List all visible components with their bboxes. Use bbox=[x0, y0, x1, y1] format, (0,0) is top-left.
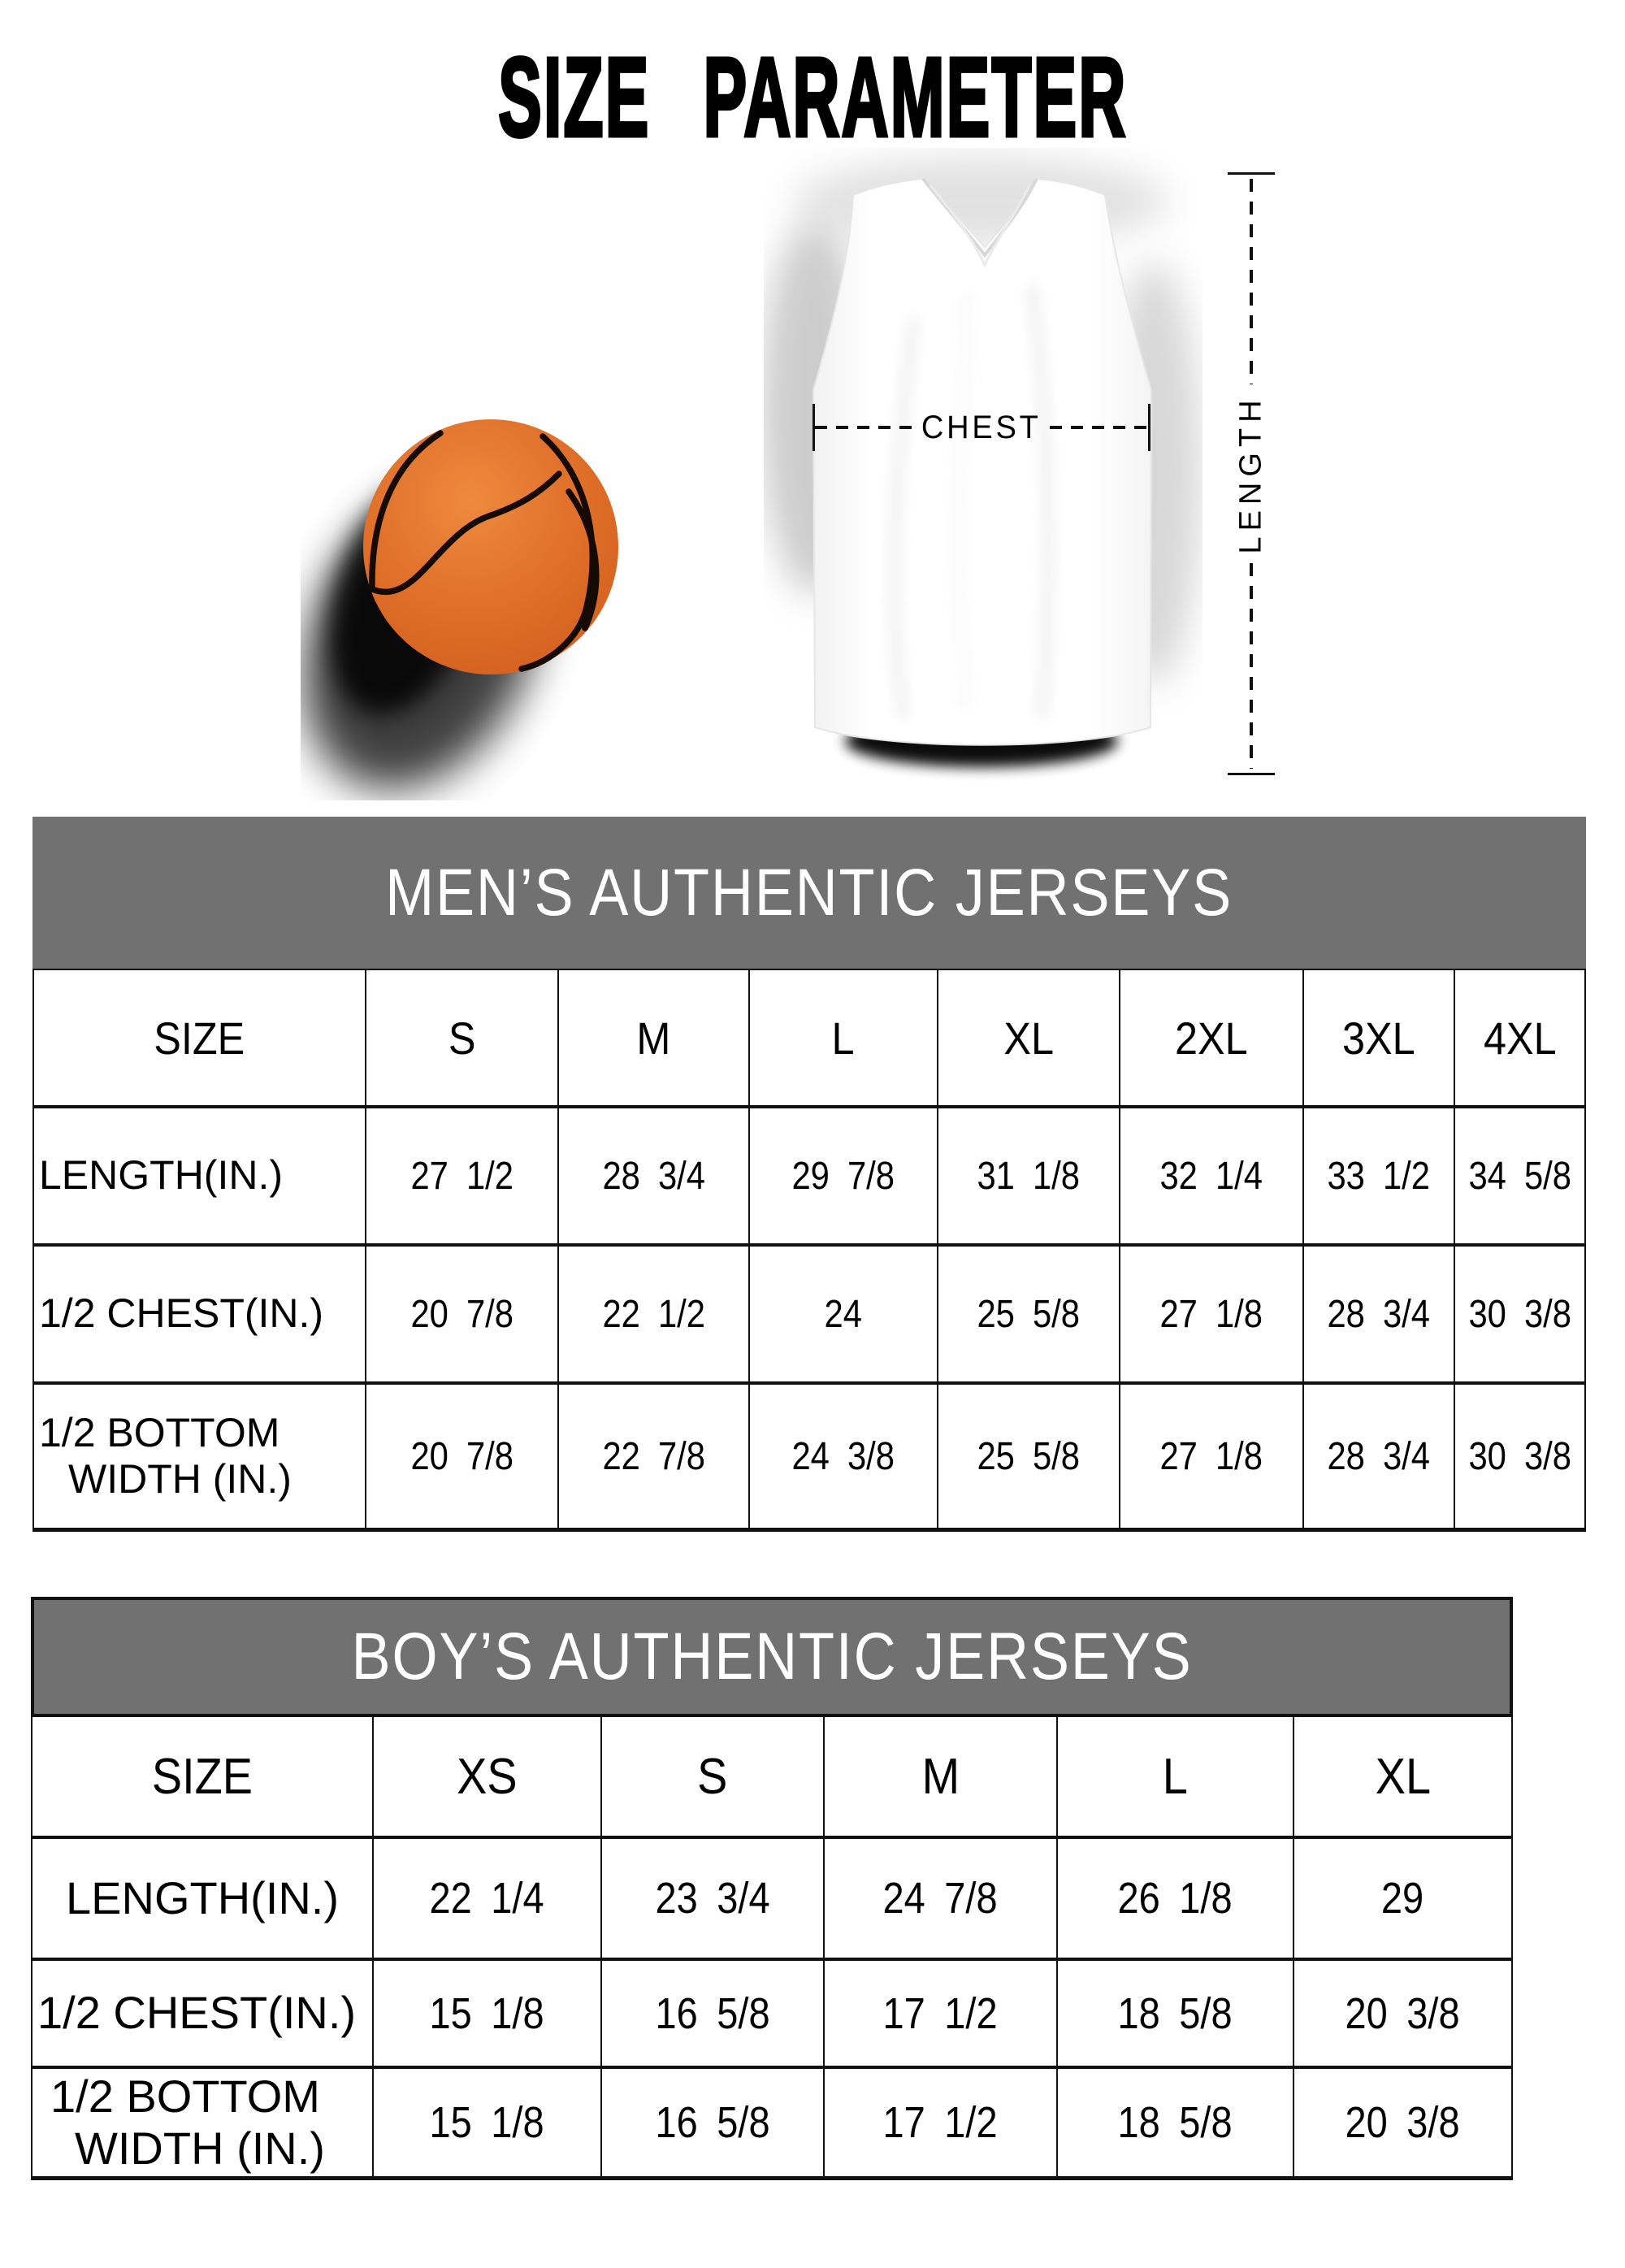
mens-table-band bbox=[32, 817, 1586, 969]
mens-value: 25 5/8 bbox=[938, 1247, 1120, 1385]
mens-row-label-chest: 1/2 CHEST(IN.) bbox=[34, 1247, 366, 1385]
boys-table-grid bbox=[31, 1717, 1513, 2180]
chest-dimension-line bbox=[812, 404, 1150, 451]
boys-size-table bbox=[31, 1597, 1513, 2180]
boys-value: 18 5/8 bbox=[1058, 2069, 1294, 2176]
boys-col-header: M bbox=[825, 1717, 1058, 1839]
chest-label: CHEST bbox=[921, 409, 1042, 445]
page-title: SIZE PARAMETER bbox=[497, 35, 1128, 160]
mens-col-header-size: SIZE bbox=[34, 970, 366, 1108]
ball-body bbox=[363, 419, 618, 674]
boys-value: 16 5/8 bbox=[602, 2069, 825, 2176]
boys-col-header: XS bbox=[374, 1717, 602, 1839]
mens-col-header: XL bbox=[938, 970, 1120, 1108]
length-label: LENGTH bbox=[1233, 393, 1268, 554]
boys-row-label-bottom-width: 1/2 BOTTOM WIDTH (IN.) bbox=[32, 2069, 374, 2176]
boys-col-header: L bbox=[1058, 1717, 1294, 1839]
basketball-illustration bbox=[301, 394, 691, 800]
boys-row-label-length: LENGTH(IN.) bbox=[32, 1839, 374, 1961]
length-top-tick bbox=[1228, 172, 1275, 175]
boys-value: 15 1/8 bbox=[374, 1961, 602, 2069]
boys-table-title: BOY’S AUTHENTIC JERSEYS bbox=[351, 1620, 1193, 1693]
length-dash-bottom bbox=[1250, 563, 1253, 769]
mens-size-table bbox=[32, 817, 1586, 1532]
mens-row-label-length: LENGTH(IN.) bbox=[34, 1108, 366, 1247]
mens-value: 27 1/8 bbox=[1120, 1385, 1304, 1528]
mens-table-title: MEN’S AUTHENTIC JERSEYS bbox=[385, 855, 1233, 930]
chest-dash-left bbox=[815, 426, 913, 429]
boys-col-header-size: SIZE bbox=[32, 1717, 374, 1839]
mens-value: 33 1/2 bbox=[1304, 1108, 1455, 1247]
boys-value: 29 bbox=[1294, 1839, 1511, 1961]
mens-value: 28 3/4 bbox=[559, 1108, 750, 1247]
boys-value: 26 1/8 bbox=[1058, 1839, 1294, 1961]
mens-value: 22 1/2 bbox=[559, 1247, 750, 1385]
mens-row-label-bottom-width: 1/2 BOTTOM WIDTH (IN.) bbox=[34, 1385, 366, 1528]
mens-col-header: L bbox=[750, 970, 938, 1108]
mens-value: 30 3/8 bbox=[1468, 1434, 1571, 1478]
boys-value: 20 3/8 bbox=[1345, 2098, 1461, 2147]
mens-value: 27 1/2 bbox=[366, 1108, 559, 1247]
boys-value: 24 7/8 bbox=[825, 1839, 1058, 1961]
boys-value: 18 5/8 bbox=[1058, 1961, 1294, 2069]
mens-col-header: S bbox=[366, 970, 559, 1108]
mens-value: 29 7/8 bbox=[750, 1108, 938, 1247]
mens-table-grid bbox=[32, 969, 1586, 1532]
mens-value: 27 1/8 bbox=[1120, 1247, 1304, 1385]
mens-value: 22 7/8 bbox=[559, 1385, 750, 1528]
boys-col-header: S bbox=[602, 1717, 825, 1839]
mens-value: 30 3/8 bbox=[1455, 1247, 1584, 1385]
mens-value: 32 1/4 bbox=[1120, 1108, 1304, 1247]
mens-value: 20 7/8 bbox=[366, 1247, 559, 1385]
mens-value: 25 5/8 bbox=[938, 1385, 1120, 1528]
boys-table-band bbox=[31, 1597, 1513, 1717]
mens-col-header: 2XL bbox=[1120, 970, 1304, 1108]
length-dash-top bbox=[1250, 179, 1253, 384]
mens-col-header: M bbox=[559, 970, 750, 1108]
mens-col-header: 3XL bbox=[1304, 970, 1455, 1108]
boys-value: 15 1/8 bbox=[374, 2069, 602, 2176]
jersey-body bbox=[813, 179, 1151, 745]
mens-value: 34 5/8 bbox=[1455, 1108, 1584, 1247]
mens-col-header: 4XL bbox=[1455, 970, 1584, 1108]
boys-value: 16 5/8 bbox=[602, 1961, 825, 2069]
jersey-illustration bbox=[764, 148, 1202, 790]
boys-value: 23 3/4 bbox=[602, 1839, 825, 1961]
boys-value: 22 1/4 bbox=[374, 1839, 602, 1961]
mens-value: 24 3/8 bbox=[750, 1385, 938, 1528]
boys-value: 17 1/2 bbox=[825, 1961, 1058, 2069]
length-label-box bbox=[1172, 388, 1331, 559]
boys-value: 17 1/2 bbox=[825, 2069, 1058, 2176]
mens-value: 28 3/4 bbox=[1304, 1385, 1455, 1528]
boys-row-label-chest: 1/2 CHEST(IN.) bbox=[32, 1961, 374, 2069]
mens-value: 31 1/8 bbox=[938, 1108, 1120, 1247]
length-bottom-tick bbox=[1228, 773, 1275, 775]
boys-col-header: XL bbox=[1294, 1717, 1511, 1839]
boys-value: 20 3/8 bbox=[1294, 1961, 1511, 2069]
length-dimension-line bbox=[1228, 172, 1275, 775]
mens-value: 28 3/4 bbox=[1304, 1247, 1455, 1385]
chest-dash-right bbox=[1050, 426, 1148, 429]
mens-value: 20 7/8 bbox=[366, 1385, 559, 1528]
chest-right-tick bbox=[1148, 404, 1150, 451]
mens-value: 24 bbox=[750, 1247, 938, 1385]
